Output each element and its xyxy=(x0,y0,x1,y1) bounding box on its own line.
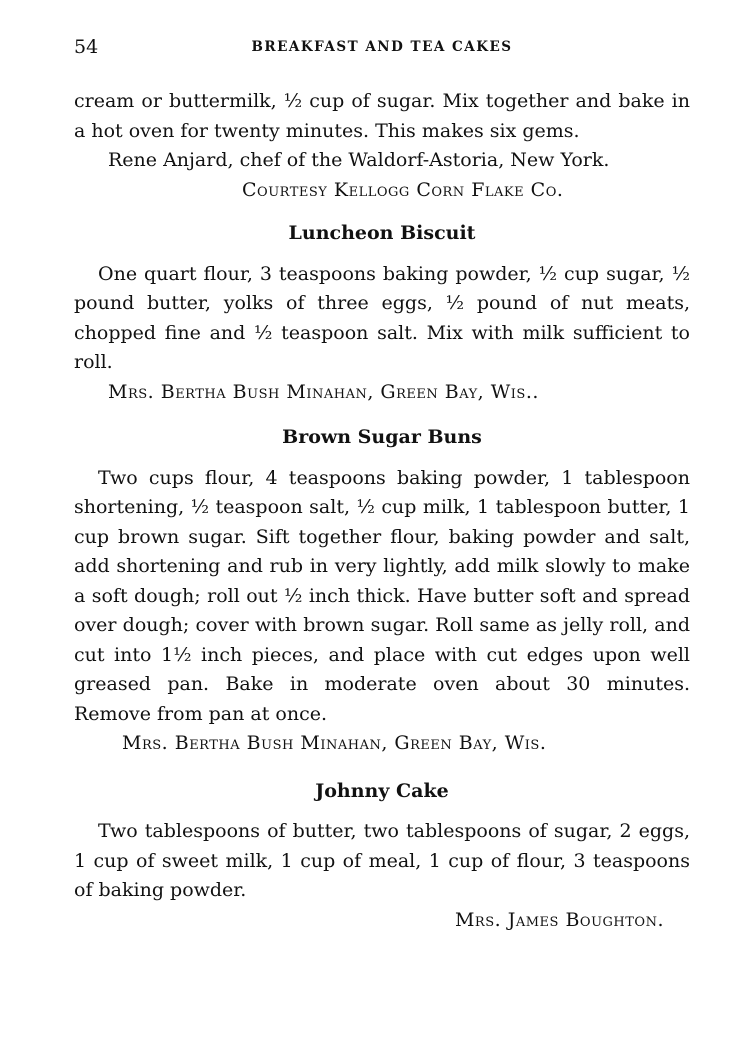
courtesy-line: Courtesy Kellogg Corn Flake Co. xyxy=(242,178,564,201)
recipe-attribution-brown-sugar-buns: Mrs. Bertha Bush Minahan, Green Bay, Wis. xyxy=(122,732,547,754)
recipe-title-johnny-cake: Johnny Cake xyxy=(315,779,449,802)
recipe-title-luncheon-biscuit: Luncheon Biscuit xyxy=(288,222,476,244)
page-number: 54 xyxy=(74,36,99,58)
page-body xyxy=(74,87,690,935)
recipe-text-johnny-cake: Two tablespoons of butter, two tablespoons of sugar, 2 eggs, 1 cup of sweet milk, 1 cup of meal, 1 cup of flour, 3 teaspoons of baking powder. xyxy=(74,820,690,901)
recipe-attribution-luncheon-biscuit: Mrs. Bertha Bush Minahan, Green Bay, Wis.. xyxy=(108,380,539,403)
recipe-attribution-johnny-cake: Mrs. James Boughton. xyxy=(454,908,664,931)
intro-paragraph: cream or buttermilk, ½ cup of sugar. Mix together and bake in a hot oven for twenty minutes. This makes six gems. xyxy=(74,90,690,142)
recipe-text-luncheon-biscuit: One quart flour, 3 teaspoons baking powder, ½ cup sugar, ½ pound butter, yolks of three eggs, ½ pound of nut meats, chopped fine and ½ teaspoon salt. Mix with milk sufficient to roll. xyxy=(74,262,690,373)
recipe-title-brown-sugar-buns: Brown Sugar Buns xyxy=(282,426,482,448)
recipe-text-brown-sugar-buns: Two cups flour, 4 teaspoons baking powder, 1 tablespoon shortening, ½ teaspoon salt, ½ cup milk, 1 tablespoon butter, 1 cup brown sugar. Sift together flour, baking powder and salt, add shortening and rub in very lightly, add milk slowly to make a soft dough; roll out ½ inch thick. Have butter soft and spread over dough; cover with brown sugar. Roll same as jelly roll, and cut into 1½ inch pieces, and place with cut edges upon well greased pan. Bake in moderate oven about 30 minutes. Remove from pan at once. xyxy=(74,466,690,725)
page-header xyxy=(74,36,690,58)
running-title: BREAKFAST AND TEA CAKES xyxy=(251,39,513,55)
intro-attribution: Rene Anjard, chef of the Waldorf-Astoria, New York. xyxy=(108,149,610,171)
